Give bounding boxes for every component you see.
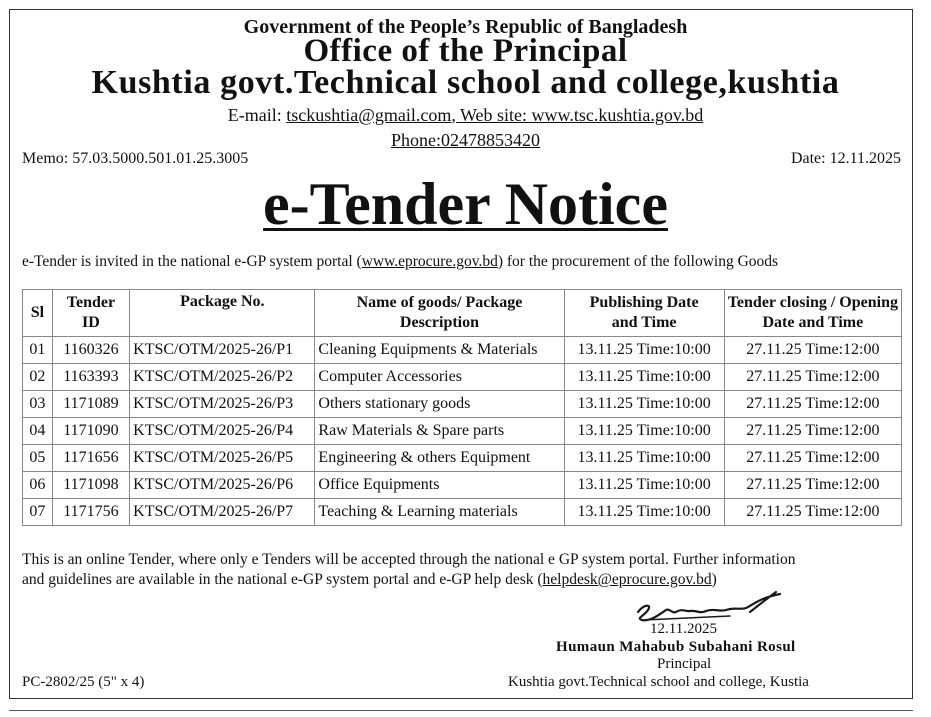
cell-package: KTSC/OTM/2025-26/P1 (130, 337, 315, 364)
cell-tender-id: 1171756 (52, 499, 129, 526)
table-row (23, 445, 902, 472)
notice-date: Date: 12.11.2025 (790, 150, 901, 167)
cell-sl: 06 (23, 472, 53, 499)
cell-package: KTSC/OTM/2025-26/P5 (130, 445, 315, 472)
cell-tender-id: 1160326 (52, 337, 129, 364)
signatory-institution: Kushtia govt.Technical school and college, Kustia (508, 674, 809, 690)
cell-goods: Computer Accessories (315, 364, 564, 391)
cell-publishing: 13.11.25 Time:10:00 (564, 364, 724, 391)
cell-package: KTSC/OTM/2025-26/P4 (130, 418, 315, 445)
signatory-name: Humaun Mahabub Subahani Rosul (556, 639, 796, 655)
cell-tender-id: 1163393 (52, 364, 129, 391)
cell-package: KTSC/OTM/2025-26/P3 (130, 391, 315, 418)
signatory-role: Principal (657, 656, 712, 672)
phone-number: Phone:02478853420 (390, 130, 540, 150)
cell-publishing: 13.11.25 Time:10:00 (564, 391, 724, 418)
email-link[interactable]: tsckushtia@gmail.com (286, 105, 452, 125)
table-row (23, 391, 902, 418)
intro-text-after: ) for the procurement of the following Goods (497, 253, 779, 270)
publication-code: PC-2802/25 (5" x 4) (22, 674, 145, 690)
cell-closing: 27.11.25 Time:12:00 (724, 418, 901, 445)
note-line-1: This is an online Tender, where only e Tenders will be accepted through the national e GP system portal. Further information (22, 551, 796, 568)
tender-table (22, 289, 902, 526)
cell-sl: 03 (23, 391, 53, 418)
cell-closing: 27.11.25 Time:12:00 (724, 364, 901, 391)
header-publishing: Publishing Date and Time (564, 290, 724, 337)
cell-goods: Teaching & Learning materials (315, 499, 564, 526)
cell-goods: Others stationary goods (315, 391, 564, 418)
table-row (23, 418, 902, 445)
cell-sl: 05 (23, 445, 53, 472)
page-title (0, 170, 931, 239)
cell-publishing: 13.11.25 Time:10:00 (564, 472, 724, 499)
eprocure-link[interactable]: www.eprocure.gov.bd (361, 253, 498, 270)
table-row (23, 364, 902, 391)
cell-closing: 27.11.25 Time:12:00 (724, 337, 901, 364)
contact-line (0, 105, 931, 126)
bottom-divider (9, 710, 913, 711)
table-row (23, 499, 902, 526)
cell-closing: 27.11.25 Time:12:00 (724, 472, 901, 499)
cell-goods: Engineering & others Equipment (315, 445, 564, 472)
helpdesk-email-link[interactable]: helpdesk@eprocure.gov.bd (542, 571, 712, 588)
office-heading: Office of the Principal (303, 33, 628, 69)
cell-tender-id: 1171098 (52, 472, 129, 499)
cell-sl: 04 (23, 418, 53, 445)
note-line-2-end: ) (711, 571, 717, 588)
cell-tender-id: 1171089 (52, 391, 129, 418)
handwritten-signature (630, 590, 790, 624)
header-package: Package No. (130, 290, 315, 337)
intro-text-before: e-Tender is invited in the national e-GP system portal ( (22, 253, 362, 270)
website-link[interactable]: www.tsc.kushtia.gov.bd (531, 105, 704, 125)
cell-publishing: 13.11.25 Time:10:00 (564, 418, 724, 445)
signature-date: 12.11.2025 (650, 621, 717, 637)
website-label: , Web site: (451, 105, 532, 125)
table-header-row (23, 290, 902, 337)
memo-number: Memo: 57.03.5000.501.01.25.3005 (22, 150, 249, 167)
phone-line (0, 130, 931, 151)
institution-heading: Kushtia govt.Technical school and college,kushtia (91, 64, 840, 101)
title-text: e-Tender Notice (263, 171, 668, 237)
cell-publishing: 13.11.25 Time:10:00 (564, 499, 724, 526)
cell-sl: 01 (23, 337, 53, 364)
cell-goods: Office Equipments (315, 472, 564, 499)
cell-sl: 02 (23, 364, 53, 391)
table-row (23, 337, 902, 364)
cell-tender-id: 1171656 (52, 445, 129, 472)
government-heading: Government of the People’s Republic of Bangladesh (243, 16, 688, 38)
cell-goods: Raw Materials & Spare parts (315, 418, 564, 445)
cell-closing: 27.11.25 Time:12:00 (724, 499, 901, 526)
header-tender-id: Tender ID (52, 290, 129, 337)
cell-goods: Cleaning Equipments & Materials (315, 337, 564, 364)
cell-closing: 27.11.25 Time:12:00 (724, 391, 901, 418)
header-goods: Name of goods/ Package Description (315, 290, 564, 337)
cell-package: KTSC/OTM/2025-26/P7 (130, 499, 315, 526)
cell-sl: 07 (23, 499, 53, 526)
cell-publishing: 13.11.25 Time:10:00 (564, 445, 724, 472)
header-closing: Tender closing / Opening Date and Time (724, 290, 901, 337)
online-tender-note (22, 550, 907, 590)
cell-closing: 27.11.25 Time:12:00 (724, 445, 901, 472)
cell-tender-id: 1171090 (52, 418, 129, 445)
table-row (23, 472, 902, 499)
header-sl: Sl (23, 290, 53, 337)
cell-publishing: 13.11.25 Time:10:00 (564, 337, 724, 364)
cell-package: KTSC/OTM/2025-26/P6 (130, 472, 315, 499)
intro-paragraph (22, 253, 778, 271)
cell-package: KTSC/OTM/2025-26/P2 (130, 364, 315, 391)
email-label: E-mail: (227, 105, 287, 125)
note-line-2: and guidelines are available in the national e-GP system portal and e-GP help desk ( (22, 571, 543, 588)
